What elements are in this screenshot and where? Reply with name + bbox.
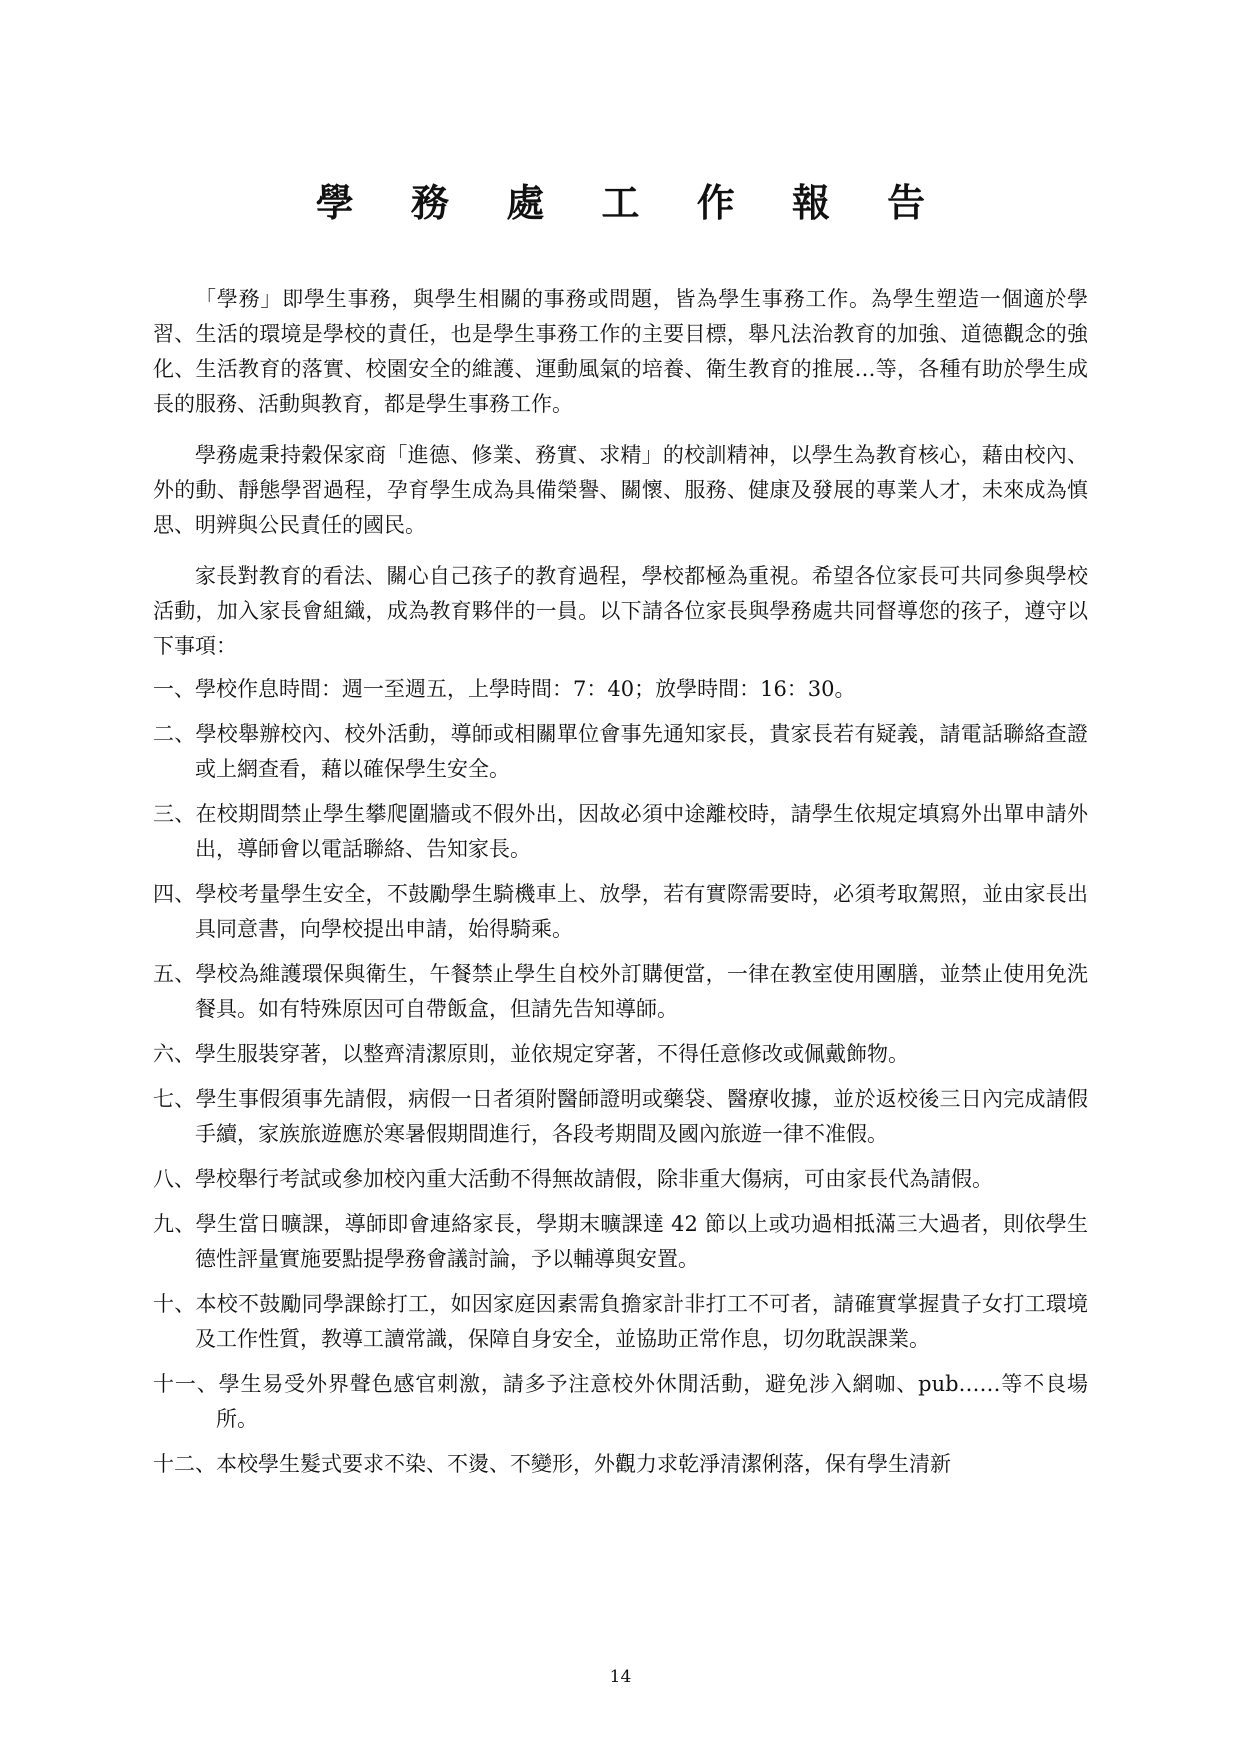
mission-paragraph: 學務處秉持穀保家商「進德、修業、務實、求精」的校訓精神，以學生為教育核心，藉由校內、外的動、靜態學習過程，孕育學生成為具備榮譽、關懷、服務、健康及發展的專業人才，未來成為慎思、明辨與公民責任的國民。 <box>153 443 1088 537</box>
list-item: 五、學校為維護環保與衛生，午餐禁止學生自校外訂購便當，一律在教室使用團膳，並禁止使用免洗餐具。如有特殊原因可自帶飯盒，但請先告知導師。 <box>153 962 1088 1021</box>
list-item: 七、學生事假須事先請假，病假一日者須附醫師證明或藥袋、醫療收據，並於返校後三日內完成請假手續，家族旅遊應於寒暑假期間進行，各段考期間及國內旅遊一律不准假。 <box>153 1087 1088 1146</box>
list-item: 四、學校考量學生安全，不鼓勵學生騎機車上、放學，若有實際需要時，必須考取駕照，並由家長出具同意書，向學校提出申請，始得騎乘。 <box>153 882 1088 941</box>
parents-paragraph: 家長對教育的看法、關心自己孩子的教育過程，學校都極為重視。希望各位家長可共同參與學校活動，加入家長會組織，成為教育夥伴的一員。以下請各位家長與學務處共同督導您的孩子，遵守以下事項： <box>153 564 1088 658</box>
rules-list <box>153 672 1088 1482</box>
list-item: 八、學校舉行考試或參加校內重大活動不得無故請假，除非重大傷病，可由家長代為請假。 <box>153 1167 993 1191</box>
document-body <box>153 282 1088 1492</box>
list-item: 十二、本校學生髮式要求不染、不燙、不變形，外觀力求乾淨清潔俐落，保有學生清新 <box>153 1452 951 1476</box>
list-item: 二、學校舉辦校內、校外活動，導師或相關單位會事先通知家長，貴家長若有疑義，請電話聯絡查證或上網查看，藉以確保學生安全。 <box>153 722 1088 781</box>
list-item: 六、學生服裝穿著，以整齊清潔原則，並依規定穿著，不得任意修改或佩戴飾物。 <box>153 1042 909 1066</box>
page-number: 14 <box>609 1667 632 1687</box>
list-item: 一、學校作息時間：週一至週五，上學時間：7：40；放學時間：16：30。 <box>153 677 856 701</box>
list-item: 三、在校期間禁止學生攀爬圍牆或不假外出，因故必須中途離校時，請學生依規定填寫外出單申請外出，導師會以電話聯絡、告知家長。 <box>153 802 1088 861</box>
list-item: 九、學生當日曠課，導師即會連絡家長，學期末曠課達 42 節以上或功過相抵滿三大過者，則依學生德性評量實施要點提學務會議討論，予以輔導與安置。 <box>153 1212 1088 1271</box>
list-item: 十一、學生易受外界聲色感官刺激，請多予注意校外休閒活動，避免涉入網咖、pub……等不良場所。 <box>153 1372 1088 1431</box>
page-title: 學 務 處 工 作 報 告 <box>315 180 948 225</box>
list-item: 十、本校不鼓勵同學課餘打工，如因家庭因素需負擔家計非打工不可者，請確實掌握貴子女打工環境及工作性質，教導工讀常識，保障自身安全，並協助正常作息，切勿耽誤課業。 <box>153 1292 1088 1351</box>
intro-paragraph: 「學務」即學生事務，與學生相關的事務或問題，皆為學生事務工作。為學生塑造一個適於學習、生活的環境是學校的責任，也是學生事務工作的主要目標，舉凡法治教育的加強、道德觀念的強化、生活教育的落實、校園安全的維護、運動風氣的培養、衛生教育的推展…等，各種有助於學生成長的服務、活動與教育，都是學生事務工作。 <box>153 287 1088 416</box>
